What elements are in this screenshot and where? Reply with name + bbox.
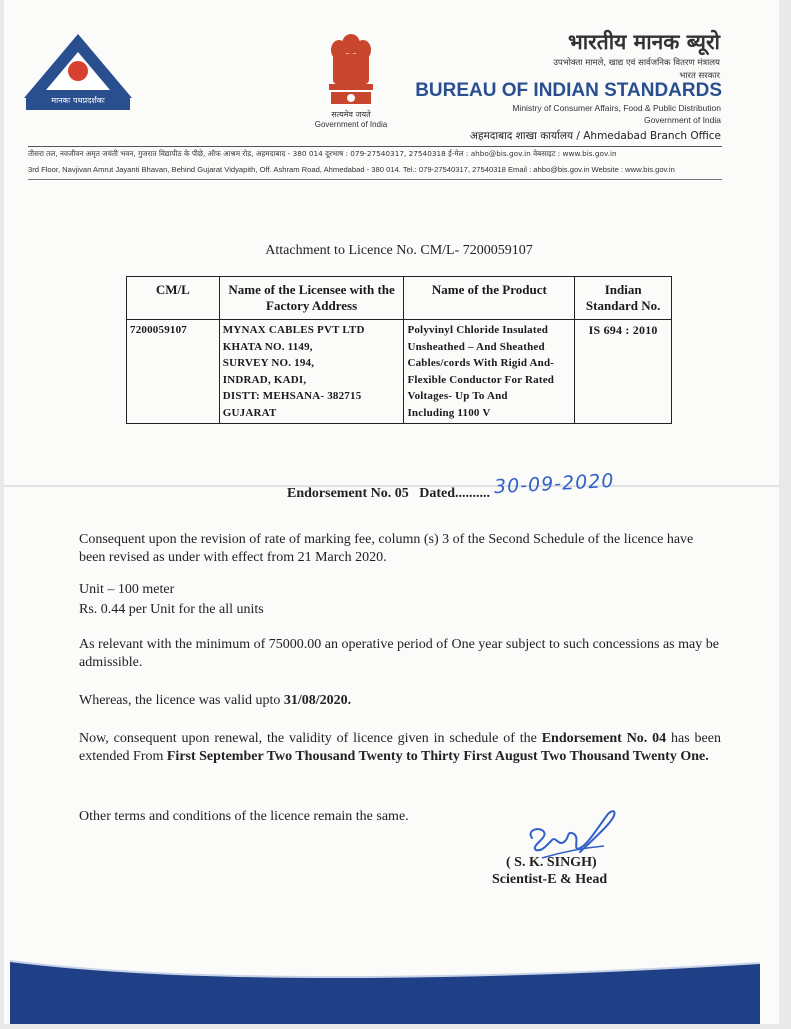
logo-caption: मानकः पथप्रदर्शकः bbox=[51, 96, 105, 105]
product-line: Polyvinyl Chloride Insulated bbox=[407, 324, 549, 336]
validity-text: Whereas, the licence was valid upto bbox=[79, 693, 284, 708]
header-licensee: Name of the Licensee with the Factory Address bbox=[219, 277, 404, 320]
address-english: 3rd Floor, Navjivan Amrut Jayanti Bhavan, Behind Gujarat Vidyapith, Off. Ashram Road, Ahmedabad - 380 014. Tel.: 079-27540317, 27540318 Email : ahbo@bis.gov.in Website : www.bis.gov.in bbox=[28, 165, 675, 174]
signatory-name: ( S. K. SINGH) bbox=[506, 855, 597, 870]
other-terms-line: Other terms and conditions of the licence remain the same. bbox=[79, 809, 409, 824]
attachment-title: Attachment to Licence No. CM/L- 7200059107 bbox=[265, 243, 533, 258]
validity-date: 31/08/2020. bbox=[283, 693, 352, 708]
cell-cml: 7200059107 bbox=[127, 320, 220, 424]
emblem-motto: सत्यमेव जयते bbox=[331, 110, 371, 119]
product-line: Flexible Conductor For Rated bbox=[407, 373, 555, 386]
renewal-period: First September Two Thousand Twenty to Thirty First August Two Thousand Twenty One. bbox=[166, 748, 709, 764]
endorsement-number: Endorsement No. 05 bbox=[287, 486, 409, 501]
national-emblem-icon bbox=[325, 30, 377, 108]
renewal-text-2: has been extended From bbox=[79, 731, 721, 764]
renewal-endorsement-ref: Endorsement No. 04 bbox=[541, 731, 667, 746]
product-line: Including 1100 V bbox=[407, 406, 491, 419]
cell-standard: IS 694 : 2010 bbox=[575, 320, 672, 424]
header-standard: Indian Standard No. bbox=[575, 277, 672, 320]
address-line: INDRAD, KADI, bbox=[222, 373, 307, 386]
cell-address bbox=[219, 320, 404, 424]
revision-paragraph: Consequent upon the revision of rate of marking fee, column (s) 3 of the Second Schedule of the licence have been revised as under with effect from 21 March 2020. bbox=[79, 532, 694, 565]
rate-line: Rs. 0.44 per Unit for the all units bbox=[79, 602, 264, 617]
table-row bbox=[127, 320, 672, 424]
ministry-hindi: उपभोक्ता मामले, खाद्य एवं सार्वजनिक वितरण मंत्रालय bbox=[553, 58, 720, 68]
header-cml: CM/L bbox=[127, 277, 220, 320]
header-product: Name of the Product bbox=[404, 277, 575, 320]
handwritten-date: 30-09-2020 bbox=[493, 469, 615, 499]
signatory-designation: Scientist-E & Head bbox=[492, 872, 608, 887]
title-english: BUREAU OF INDIAN STANDARDS bbox=[415, 80, 722, 101]
address-line: GUJARAT bbox=[222, 406, 277, 419]
address-line: MYNAX CABLES PVT LTD bbox=[222, 324, 365, 336]
renewal-paragraph bbox=[79, 730, 721, 765]
dated-label: Dated.......... bbox=[419, 486, 491, 501]
emblem-caption: Government of India bbox=[314, 120, 388, 129]
product-line: Unsheathed – And Sheathed bbox=[407, 340, 545, 353]
address-hindi: तीसरा तल, नवजीवन अमृत जयंती भवन, गुजरात विद्यापीठ के पीछे, ऑफ आश्रम रोड, अहमदाबाद - 380 014 दूरभाष : 079-27540317, 27540318 ई-मेल : ahbo@bis.gov.in वेबसाइट : www.bis.gov.in bbox=[28, 149, 617, 158]
title-hindi: भारतीय मानक ब्यूरो bbox=[567, 30, 720, 54]
address-line: SURVEY NO. 194, bbox=[222, 357, 315, 369]
footer-band bbox=[0, 955, 791, 1024]
endorsement-line bbox=[287, 486, 490, 502]
product-line: Cables/cords With Rigid And- bbox=[407, 357, 555, 369]
unit-line: Unit – 100 meter bbox=[79, 582, 175, 597]
header-divider bbox=[28, 146, 722, 147]
product-line: Voltages- Up To And bbox=[407, 390, 508, 402]
operative-period-paragraph: As relevant with the minimum of 75000.00 an operative period of One year subject to such concessions as may be admissible. bbox=[79, 637, 719, 670]
cell-product bbox=[404, 320, 575, 424]
ministry-english: Ministry of Consumer Affairs, Food & Public Distribution bbox=[512, 103, 721, 113]
renewal-text: Now, consequent upon renewal, the validity of licence given in schedule of the bbox=[79, 731, 542, 746]
govt-hindi: भारत सरकार bbox=[679, 71, 720, 81]
branch-office: अहमदाबाद शाखा कार्यालय / Ahmedabad Branch Office bbox=[469, 130, 721, 142]
validity-line bbox=[79, 692, 351, 710]
govt-english: Government of India bbox=[643, 115, 721, 125]
header-divider-bottom bbox=[28, 179, 722, 180]
address-line: KHATA NO. 1149, bbox=[222, 340, 313, 353]
licence-table bbox=[126, 276, 672, 424]
table-header-row bbox=[127, 277, 672, 320]
address-line: DISTT: MEHSANA- 382715 bbox=[222, 390, 362, 402]
